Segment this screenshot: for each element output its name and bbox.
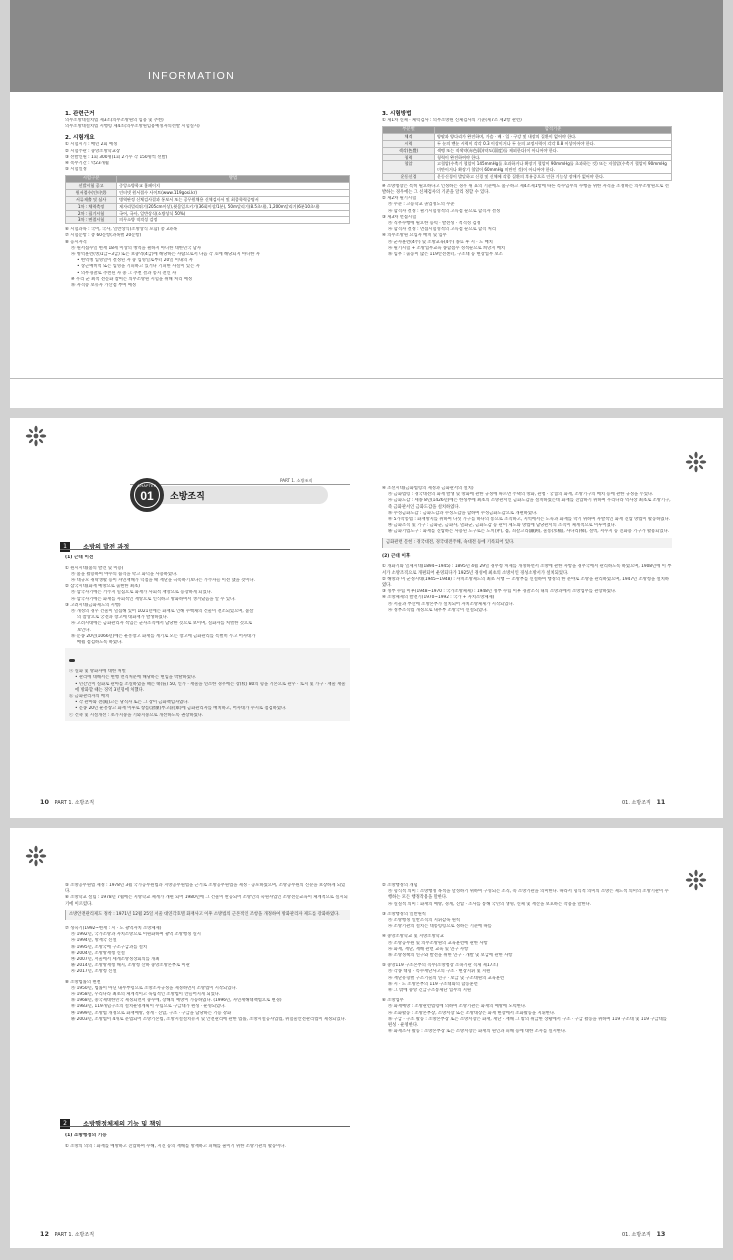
section-title: 소방행정체제의 기능 및 책임 [83,1121,162,1128]
body-line: ② 시험주관 : 중앙소방학교장 [65,148,121,154]
body-line: ㉳ 2014년, 소방방재청 해지, 소방청 산하 중앙소방본부로 이관 [71,963,190,969]
information-banner [10,0,723,92]
section-heading [60,1113,162,1128]
right-text-block [382,486,672,614]
point-note-text: 소방안전관리제도 정착 : 1971년 12월 25일 서울 대연각호텔 화재사고 이후 소방법의 근본적인 조항을 개정하여 방화관리자 제도를 강화하였다. [69,911,340,917]
body-line: • 의무경찰로 추천된 자 중 그 추천 결과 통지 전인 자 [77,270,177,276]
table-row [66,183,350,190]
right-column [382,110,672,350]
body-line: ㉯ 1994년, 방재국 신설 [71,938,117,944]
body-line: ㉮ 군사훈련(4주) 및 소방교육(4주) 종료 후 시 · 도 배치 [388,239,493,245]
body-line: ㉯ 화재, 재난, 재해 관련 교육 및 연구 사항 [388,946,469,952]
section-rule [60,549,350,550]
body-line: ㉯ 삼국사기에는 화재를 사회적인 재앙으로 인식하고 방화하여서 생겨났음을 알 수 있다. [71,596,236,602]
body-line: ㉴ 2017년, 소방청 신설 [71,969,117,975]
body-line: • 문종 20년 운흥창고 화재 이후로 창름(倉廩)부고(府庫)에 금화관리자를 배치하고, 어사대가 수시로 점검하였다. [75,706,287,712]
left-column [65,555,350,785]
table-value-cell: 양팔과 양다리가 완전하며, 가슴 · 배 · 입 · 구강 및 내장의 질환이 없어야 한다. [435,134,672,141]
table-value-cell: 국어, 국사, 일반상식(소방상식 50%) [117,210,350,217]
table-row [383,147,672,154]
point-note [382,538,672,548]
body-line: ㉰ 소방정책의 연구와 발전을 위한 연구 · 개발 및 보급에 관한 사항 [388,953,513,959]
point-icon [69,659,75,662]
body-line: ⓑ 금화관리자의 배치 [69,694,110,700]
body-line: ⑥ 시험과목 : 국어, 국사, 일반상식(소방상식 포함) 총 3과목 [65,227,178,233]
chapter-label: CHAPTER [137,484,157,488]
left-text-block-2 [65,227,350,289]
table-key-cell: 시력 [383,141,435,148]
left-column-bottom [65,1133,350,1203]
body-line: ① 제1차 신체 · 체력검사 : 의무소방원 신체검사의 기준(제7조 제2항 관련) [382,118,522,123]
subsection-heading: (1) 근대 이전 [65,555,94,560]
body-line: ㉰ 1968년, 중국제대한민국 제정되면서 중수에, 장해의 예방이 가능하였다. (1996년, 자연재해대책법으로 변경) [71,998,282,1004]
folio-right-text: 01. 소방조직 [622,800,651,806]
body-line: ㉯ 1958년, 우리나라 최초의 체계적이고 독립적인 소방법이 만들어지게 되었다. [71,992,221,998]
point-note-text: 금화관련 문헌 : 경국대전, 경국대전주해, 속대전 등에 기록되어 있다. [386,539,515,545]
body-line: ⑧ 소방법률의 변천 [65,979,101,985]
body-line: ㉯ 합격자 결정 : 면접시험성적의 고득점 순으로 합격 처리 [388,227,496,233]
folio-left [40,1230,94,1238]
body-line: ② 소방행정의 개념 [382,883,418,888]
body-line: ㉮ 불을 활용하여 야수의 습격을 막고 화덕을 사용하였다. [71,571,178,577]
section-title: 소방의 발전 과정 [83,544,130,551]
table-value-cell: 제자리멀리뛰기(205cm이상),윗몸일으키기(36회이상/1분), 50m달리기(8.5초내), 1,200m달리기(6분10초내) [117,203,350,210]
body-line: ㉱ 그 밖에 중앙 긴급구조통제단 업무의 지원 [388,988,472,994]
table-key-cell: 색각(色覺) [383,147,435,154]
body-line: ㉲ 금화조직 및 기구 : 금화군, 금화사, 멸화군, 금화도감 등 관이 제도와 방법에 담당관서의 조직이 체계적으로 이루어졌다. [388,523,617,529]
body-line: ④ 중앙소방학교 및 지방소방학교 [382,934,444,940]
table-value-cell: 두 눈의 맨눈 시력이 각각 0.3 이상이거나 두 눈의 교정시력이 각각 0.8 이상이어야 한다. [435,141,672,148]
running-header: PART 1. 소방조직 [280,478,313,483]
body-line: ㉯ 대규모 취락생활 등이 자연재해가 덕점을 때 재난을 극복하기보다는 가주자들 이전 했을 것이다. [71,578,255,583]
body-line: ㉮ 소방행정 일반조직의 지휘감독 원칙 [388,918,461,924]
right-text-block-2 [382,184,672,258]
physical-standards-table [382,126,672,181]
body-line: ⑤ 시험일정 [65,167,87,173]
table-key-cell: 청력 [383,154,435,161]
body-line: ㉯ 재난유형별 구조기술의 연구 · 보급 및 구조대원의 교육훈련 [388,975,505,981]
page-number-left: 12 [40,1230,49,1238]
right-column [382,486,672,786]
body-line: ㉮ 화재예방 : 소방관련법령에 의하여 소방기관은 화재의 예방에 노력한다. [388,1004,527,1010]
flower-ornament-icon [684,868,708,892]
body-line: ㉰ 1995년, 소방국에 구조구급과를 설치 [71,944,148,950]
body-line: ④ 소방체제의 발전기(1970~1992 : 국가 + 자치소방체제) [382,595,495,601]
chapter-number: 01 [140,489,154,503]
body-line: ㉱ 5가작통법 : 화재방지를 위하여 다섯 가구를 하나의 통으로 조직하고, 지역에서는 도둑과 화재를 막기 위하여 자발적인 화재 진압 방법이 활동하였다. [388,517,671,523]
table-header-cell: 부분별 [383,127,435,134]
flower-ornament-icon [684,450,708,474]
body-line: ① 시험시기 : 매년 2회 예정 [65,142,118,148]
table-value-cell: 중앙소방학교 홈페이지 [117,183,350,190]
section-number: 1 [60,542,70,552]
table-value-cell: 운동신경이 발달하고 신경 및 신체에 각종 질환의 후유증으로 인한 기능상 장애가 없어야 한다. [435,173,672,180]
folio-right-text: 01. 소방조직 [622,1232,651,1238]
table-row [66,190,350,197]
body-line: ③ 정부 수립 이후(1948~1970 : 국가소방체제) : 1948년 정부 수립 이후 경찰조직 내의 소방과에서 소방업무를 관장하였다. [382,589,617,595]
table-value-cell: 의무소방 적격성 검정 [117,217,350,224]
table-value-cell: 병역판정 신체검사결과 통보서 또는 공무원채용 신체검사서 및 최종학력증명서 [117,197,350,204]
table-value-cell: 청력이 완전하여야 한다. [435,154,672,161]
page-number-right: 11 [656,798,666,806]
folio-left-text: PART 1. 소방조직 [54,1232,95,1238]
table-key-cell: 체격 [383,134,435,141]
body-line: ② 삼국시대(화재 예방으로 출현한 최초) [65,584,140,590]
section-heading-text: 3. 시험방법 [382,111,412,117]
table-key-cell: 혈압 [383,161,435,174]
body-line: ㉱ 1983년, 119개념구조의 설치운영계획이 수립으로 구급대가 편성 · 운영되었다. [71,1004,226,1010]
body-line: ㉮ 삼국사기에는 거주지 밀집으로 화재가 사회적 재앙으로 등장하게 되었다. [71,590,213,596]
banner-title: INFORMATION [148,70,236,82]
section-heading-text: 2. 시험개요 [65,135,95,142]
schedule-table [65,175,350,224]
body-line: ㉰ 수성금화도감 : 금화도감과 수성도감을 합하여 수성금화도감으로 개편하였다. [388,510,538,516]
body-line: ① 소방의 의의 : 화재를 예방하고 진압하며 수해, 지진 등의 재해를 방재하고 피해를 줄이기 위한 소방기관의 활동이다. [65,1143,286,1149]
body-line: ① 원시시대(불의 발견 및 이용) [65,565,124,571]
body-line: ⓐ 실화 및 방화자에 대한 처벌 [69,669,126,675]
section-heading [60,536,130,551]
body-line: ㉳ 2003년, 소방법이 4개로 분법되어 소방기본법, 소방시설설치유지 및 안전관리에 관한 법률, 소방시설공사업법, 위험물안전관리법이 제정되었다. [71,1016,346,1022]
table-value-cell: 고혈압(수축기 혈압이 145mmHg를 초과하거나 확장기 혈압이 90mmHg를 초과하는 것) 또는 저혈압(수축기 혈압이 90mmHg 미만이거나 확장기 혈압이 60mmHg 미만인 것)이 아니어야 한다. [435,161,672,174]
body-line: ④ 조선시대(금화법령의 제정과 금화관서의 설치) [382,486,474,491]
body-line: ④ 복무기간 : 약23개월 [65,161,109,167]
page-information [10,0,723,408]
body-line: • 관리에 대해서는 현행 면직처분에 해당하는 현임을 박탈하였다. [75,675,197,681]
body-line: ㉯ 정부조직법 개정으로 내무부 소방국이 신설되었다. [388,607,488,613]
page-divider [10,378,723,379]
body-line: ㉮ 금화법령 : 경국대전의 화재 발생 및 방화에 관한 규정에 따르면 주택의 방화, 관청 · 궁궐의 화재, 소방기구의 배치 등에 관한 규정을 두었다. [388,492,654,498]
left-text-block [65,883,350,1023]
chapter-title: 소방조직 [170,492,205,502]
body-line: ㉮ 1950년, 법률이 아닌 내무부령으로 소방조사규정을 제정하면서 소방법이 시작되었다. [71,985,237,991]
point-box [65,648,350,721]
point-note [65,910,350,920]
table-key-cell: 2차 : 필기시험 [66,210,117,217]
body-line: ㉮ 1992년, 국가소방과 자치소방으로 이원화하여 광역 소방행정 실시 [71,932,201,938]
body-line: ④ 의무소방원 요입자 배치 및 임무 [382,233,447,239]
body-line: ⑤ 중앙119 구조본부의 직무(소방청장 소속기관 직제 제17조) [382,963,499,969]
body-line: ㉰ 자격증 보유자 가산점 부여 예정 [71,283,137,289]
right-text-block [382,110,672,124]
left-text-block [65,555,350,646]
section-rule [60,1126,350,1127]
body-line: ㉯ 고려시대에는 금화관리자 적임은 군사조직에서 담당한 것으로 보이며, 실화자를 처벌한 것으로 [71,621,253,627]
table-row [66,217,350,224]
subsection-heading: (1) 소방행정의 기능 [65,1133,107,1138]
page-chapter-1 [10,418,723,818]
body-line: ※ 우리 군 최적 전문화 참여는 의무소방원 시험을 위해 처리 예정 [71,276,193,282]
body-line: ⑦ 성숙기(1992~현재 : 시 · 도 광역자치 소방체제) [65,926,162,932]
table-row [66,203,350,210]
section-number: 2 [60,1119,70,1129]
body-line: 매월 점검하도록 하였다. [77,640,123,646]
body-line: ㉯ 합격자 결정 : 필기시험성적의 고득점 순으로 합격자 결정 [388,208,501,214]
body-line: ① 개화기와 일제시대(1894~1945) : 1895년 4월 29일 경무청 처제를 개정하면서 소방에 관한 사항을 경무국에서 관리하도록 하였으며, 1908년에 이 부서가 소방조직으로 개편되어 운영되다가 1925년 경성에 최초의 소방서인 경성소방서가 설치되었다. [382,564,672,576]
body-line: ㉮ 개성의 경우 건물이 밀집해 있어 1021년에는 화재로 인해 수백채의 건물이 전소되었으며, 불살 [71,609,254,615]
body-line: ㉯ 병역훈련(병)1급~3급) 또는 보충역(4급)에 해당하는 사람으로서 다음 각 호에 해당되지 아니한 자 [71,252,260,258]
page-number-right: 13 [656,1230,666,1238]
body-line: ⑦ 시험문항 : 총 60문항(과목별 20문항) [65,233,142,239]
subsection-heading: (2) 근대 이후 [382,553,411,559]
body-line: ㉮ 소방공무원 및 의무소방원의 교육훈련에 관한 사항 [388,940,488,946]
table-value-cell: 색맹 또는 적색약(赤色弱)(약도(弱度)를 제외한다)이 아니어야 한다. [435,147,672,154]
body-line: 의무소방대설치법 시행령 제4조(의무소방원임용예정자의선발 시험실시) [65,124,200,130]
table-header-cell: 시험구분 [66,176,117,183]
right-column [382,883,672,1215]
body-line: ㉮ 원서접수일 현재 18세 이상의 병역을 필하지 아니한 대한민국 남자 [71,245,201,251]
body-line: ㉰ 문종 20년(1066년)에는 운흥창고 화재를 계기로 모든 창고에 금화관리를 특별히 두고 어사대가 [71,633,256,639]
table-row [66,210,350,217]
left-bottom-text-block [65,1133,350,1150]
body-line: ㉯ 금화도감 : 세종 8년(1426년)에는 한성부에 최초의 소방관서인 금화도감을 설치하였는데 화재를 진압하기 위하여 우리나라 역사상 최초로 소방기구, 즉 금화관서인 금화도감을 설치하였다. [388,498,671,510]
folio-left [40,798,94,806]
body-line: ㉲ 2007년, 서울에서 세계소방정상회의를 개최 [71,957,160,963]
point-box-text [69,669,346,719]
table-key-cell: 원서접수(인터넷) [66,190,117,197]
body-line: ⑤ 소방공무원법 제정 : 1978년 3월 국가공무원법과 지방공무원법을 근거로 소방공무원법을 제정 · 공포하였으며, 소방공무원의 신분을 보장하게 되었다. [65,883,346,895]
body-line: ② 제2차 필기시험 [382,196,417,202]
body-line: ② 해방과 미 군정시대(1945~1948) : 자치소방제도의 최초 시행 — 소방부를 신설하여 행정의 한 분야로 소방을 관리하였으며, 1947년 소방청을 설치하였다. [382,576,669,589]
body-line: ㉲ 1999년, 소방법 개정으로 화재예방, 경계 · 진압, 구조 · 구급을 담당하는 기능 강화 [71,1010,232,1016]
flower-ornament-icon [24,424,48,448]
chapter-badge [130,478,164,512]
table-row [383,134,672,141]
body-line: ㉱ 화재조사 활동 : 소방본부장 또는 소방서장은 화재의 원인과 피해 등에 대한 조사를 실시한다. [388,1029,567,1035]
table-header-cell: 합격기준 [435,127,672,134]
table-row [66,197,350,204]
body-line: ㉮ 수준 : 고등학교 졸업정도의 수준 [388,202,455,208]
body-line: ㉮ 각종 대형 · 특수재난사고의 구조 · 현장지휘 및 지원 [388,969,491,975]
table-row [383,141,672,148]
table-key-cell: 운동신경 [383,173,435,180]
body-line: ㉳ 금화기법도구 : 화재를 진압하는 사용된 도구로는 도끼(斧), 톱, 쇠갈고리(鐵鉤), 물통(水桶), 사다리(梯), 절벽, 저수지 등 진화용 기구가 활용되었다. [388,529,670,535]
body-line: • 각 관아와 전(殿)고는 당직자 또는 그 장이 금화책임자였다. [75,700,189,706]
body-line: ⑥ 소방업무 [382,998,404,1004]
body-line: ㉯ 필기시험 + 소방업무교육 종합점수 성적순으로 희망지 배치 [388,245,506,251]
body-line: ㉮ 형식적 의미 : 소방행정 목적을 달성하기 위하여 구성되는 조직, 즉 소방기관을 의미한다. 따라서 형식적 의미의 소방은 제도적 의미의 소방기관이 수행하는 모든 행정작용을 말한다. [388,889,669,901]
body-line: • 현역병 입영일이 결정된 자 중 입영일로부터 20일 이내의 자 [77,258,193,264]
table-row [383,161,672,174]
left-text-block [65,110,350,173]
folio-left-text: PART 1. 소방조직 [54,800,95,806]
body-line: ⓒ 건축 및 시설개선 : 초가지붕을 기와지붕으로 개선하도록 권장하였다. [69,712,204,718]
body-line: ⑥ 소방학교 설립 : 1978년 7월에는 지방학교 체계가 개편 되어 1980년에 그 건물이 완공되어 소방인의 숙원사업인 소방전문교육이 체계적으로 실시되기에 이르렀다. [65,895,348,907]
body-line: ㉮ 서울과 부산에 소방본부가 설치되어 자치소방체제가 시작되었다. [388,601,514,607]
body-line: ※ 소방청장은 특히 필요하다고 인정하는 경우 위 표의 기준에도 불구하고 제4조제1항에 따른 특수임무의 수행을 위한 자격을 조정하는 의무소방원으로 선발하는 경우에는 그 신체검사의 기준을 달리 정할 수 있다. [382,183,669,195]
table-row [383,154,672,161]
section-heading-text: 1. 관련근거 [65,111,95,117]
table-row [383,173,672,180]
body-line: 의 참상으로 궁전과 창고에 대화재가 발생하였다. [77,615,169,621]
body-line: ㉱ 2004년, 소방방재청 신설 [71,950,125,956]
table-key-cell: 서류제출 및 심사 [66,197,117,204]
body-line: ㉰ 임무 : 출동이 많은 119안전센터, 구조대 등 현장업무 보조 [388,252,503,258]
body-line: • 민간인이 실화로 관아를 소실하였을 때는 태(笞) 50, 인가 · 재물을 연소한 경우에는 장(杖) 80의 형을 기본으로 관우 · 토지 및 가구 · 재물 재물에 방화할 때는 징역 3년형에 처했다. [75,681,346,693]
body-line: ⑧ 응시자격 [65,239,87,245]
folio-right [622,1230,665,1238]
body-line: • 상근예비역 또는 입영을 기피하고 있거나 기피한 사실이 있는 자 [77,264,200,270]
folio-right [622,798,665,806]
body-line: ③ 선발인원 : 1회 300명(1회 2기수 각 150명씩 선발) [65,154,168,160]
left-column [65,883,350,1105]
table-key-cell: 3차 : 면접시험 [66,217,117,224]
body-line: ㉰ 시 · 도 소방본부의 119 구조대와의 합동훈련 [388,981,478,987]
table-key-cell: 1차 : 체력측정 [66,203,117,210]
table-value-cell: 인터넷 원서접수 사이트(www.119gosi.kr) [117,190,350,197]
body-line: 의무소방대설치법 제3조(의무소방원의 임용 및 추천) [65,118,164,123]
body-line: ③ 고려시대(금화제도의 시행) [65,602,121,608]
table-header-cell: 방법 [117,176,350,183]
body-line: ㉰ 구급 · 구조 활동 : 소방본부장 또는 소방서장은 화재, 재난 · 재해 그 밖의 위급한 상황에서 구조 · 구급 활동을 위하여 119 구조대 및 119 구급대를 편성 · 운영한다. [388,1016,667,1029]
flower-ornament-icon [24,844,48,868]
body-line: ③ 소방행정의 일반원칙 [382,911,426,917]
page-number-left: 10 [40,798,49,806]
body-line: ㉯ 소화활동 : 소방본부장, 소방서장 또는 소방대장은 화재 현장에서 소화활동을 지휘한다. [388,1010,556,1016]
body-line: ㉯ 실질적 의미 : 화재의 예방, 경계, 진압 · 조사를 통해 국민의 생명, 신체 및 재산을 보호하는 작용을 말한다. [388,901,592,907]
right-text-block [382,883,672,1035]
body-line: ㉮ 직무수행에 필요한 능력 · 발전성 · 적격성 검정 [388,221,481,226]
page-chapter-1-cont [10,828,723,1248]
body-line: ③ 제3차 면접시험 [382,214,417,220]
left-column [65,110,350,350]
table-key-cell: 선발시험 공고 [66,183,117,190]
body-line: ㉯ 소방기관의 설치는 대통령령으로 정하는 기준에 따름 [388,924,492,930]
body-line: 보인다. [77,627,91,633]
